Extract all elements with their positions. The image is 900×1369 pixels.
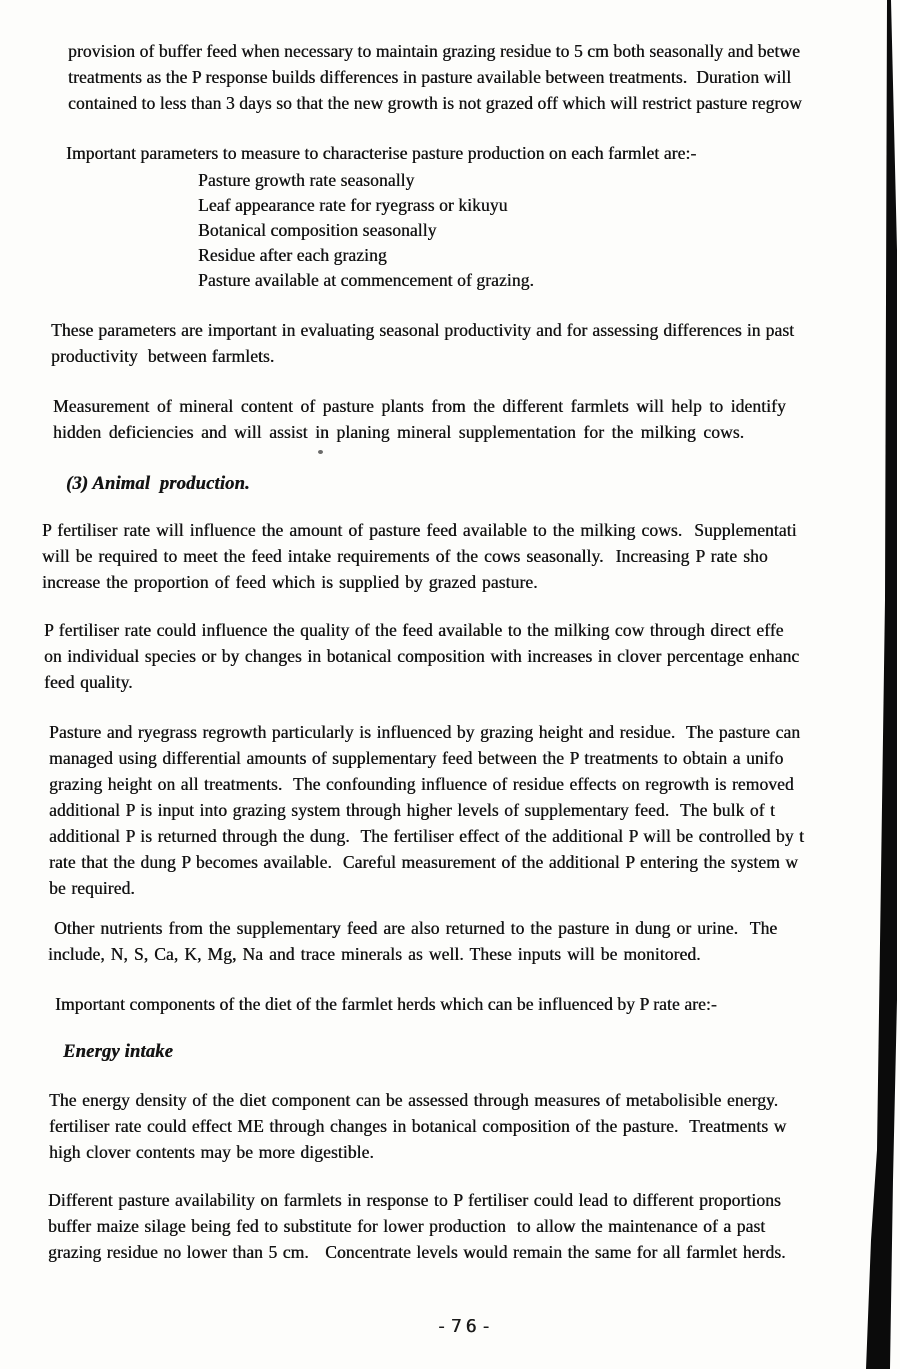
text-line: Other nutrients from the supplementary feed are also returned to the pasture in dung or urine. The xyxy=(48,918,778,938)
text-line: Pasture and ryegrass regrowth particularly is influenced by grazing height and residue. The pasture can xyxy=(49,722,801,742)
block-measurement-list xyxy=(0,168,900,293)
text-line: additional P is returned through the dung. The fertiliser effect of the additional P will be controlled by t xyxy=(49,826,805,846)
text-line: Different pasture availability on farmlets in response to P fertiliser could lead to different proportions xyxy=(48,1190,781,1210)
list-item: Botanical composition seasonally xyxy=(198,220,437,240)
text-line: hidden deficiencies and will assist in planing mineral supplementation for the milking cows. xyxy=(53,422,745,442)
text-line: fertiliser rate could effect ME through changes in botanical composition of the pasture. Treatments w xyxy=(49,1116,787,1136)
block-parameters-importance xyxy=(0,317,900,369)
text-line: managed using differential amounts of supplementary feed between the P treatments to obtain a unifo xyxy=(49,748,784,768)
block-regrowth-management xyxy=(0,719,900,901)
heading-text: (3) Animal production. xyxy=(66,474,250,494)
block-feed-quality xyxy=(0,617,900,695)
text-line: on individual species or by changes in botanical composition with increases in clover percentage enhanc xyxy=(44,646,800,666)
list-item: Leaf appearance rate for ryegrass or kikuyu xyxy=(198,195,508,215)
text-line: high clover contents may be more digestible. xyxy=(49,1142,374,1162)
block-intro xyxy=(0,38,900,116)
text-line: P fertiliser rate will influence the amount of pasture feed available to the milking cows. Supplementati xyxy=(42,520,797,540)
text-line: include, N, S, Ca, K, Mg, Na and trace minerals as well. These inputs will be monitored. xyxy=(48,944,701,964)
text-line: grazing residue no lower than 5 cm. Concentrate levels would remain the same for all farmlet herds. xyxy=(48,1242,786,1262)
text-line: provision of buffer feed when necessary to maintain grazing residue to 5 cm both seasonally and betwe xyxy=(68,41,800,61)
text-line: Important components of the diet of the farmlet herds which can be influenced by P rate are:- xyxy=(55,994,717,1014)
text-line: These parameters are important in evaluating seasonal productivity and for assessing differences in past xyxy=(51,320,795,340)
list-item: Pasture available at commencement of grazing. xyxy=(198,270,534,290)
text-line: buffer maize silage being fed to substitute for lower production to allow the maintenance of a past xyxy=(48,1216,766,1236)
text-line: grazing height on all treatments. The confounding influence of residue effects on regrowth is removed xyxy=(49,774,794,794)
block-parameters-intro xyxy=(0,140,900,166)
block-feed-amount xyxy=(0,517,900,595)
text-line: The energy density of the diet component can be assessed through measures of metabolisible energy. xyxy=(49,1090,779,1110)
block-diet-components xyxy=(0,991,900,1017)
block-energy-intake-heading xyxy=(0,1039,900,1065)
text-line: increase the proportion of feed which is supplied by grazed pasture. xyxy=(42,572,538,592)
scan-speck xyxy=(318,450,323,454)
block-mineral-content xyxy=(0,393,900,445)
block-energy-density xyxy=(0,1087,900,1165)
block-animal-production-heading xyxy=(0,471,900,497)
text-line: Measurement of mineral content of pasture plants from the different farmlets will help to identify xyxy=(53,396,786,416)
document-text-body xyxy=(0,38,900,1265)
text-line: contained to less than 3 days so that the new growth is not grazed off which will restrict pasture regrow xyxy=(68,93,802,113)
text-line: treatments as the P response builds differences in pasture available between treatments. Duration will xyxy=(68,67,792,87)
heading-text: Energy intake xyxy=(63,1042,174,1062)
text-line: feed quality. xyxy=(44,672,133,692)
list-item: Pasture growth rate seasonally xyxy=(198,170,415,190)
text-line: Important parameters to measure to characterise pasture production on each farmlet are:- xyxy=(66,143,697,163)
block-pasture-availability xyxy=(0,1187,900,1265)
text-line: P fertiliser rate could influence the quality of the feed available to the milking cow through direct effe xyxy=(44,620,784,640)
text-line: additional P is input into grazing system through higher levels of supplementary feed. The bulk of t xyxy=(49,800,775,820)
text-line: will be required to meet the feed intake requirements of the cows seasonally. Increasing P rate sho xyxy=(42,546,768,566)
text-line: rate that the dung P becomes available. Careful measurement of the additional P entering the system w xyxy=(49,852,799,872)
block-other-nutrients xyxy=(0,915,900,967)
list-item: Residue after each grazing xyxy=(198,245,387,265)
text-line: productivity between farmlets. xyxy=(51,346,275,366)
page-number: -76- xyxy=(436,1316,496,1337)
text-line: be required. xyxy=(49,878,135,898)
